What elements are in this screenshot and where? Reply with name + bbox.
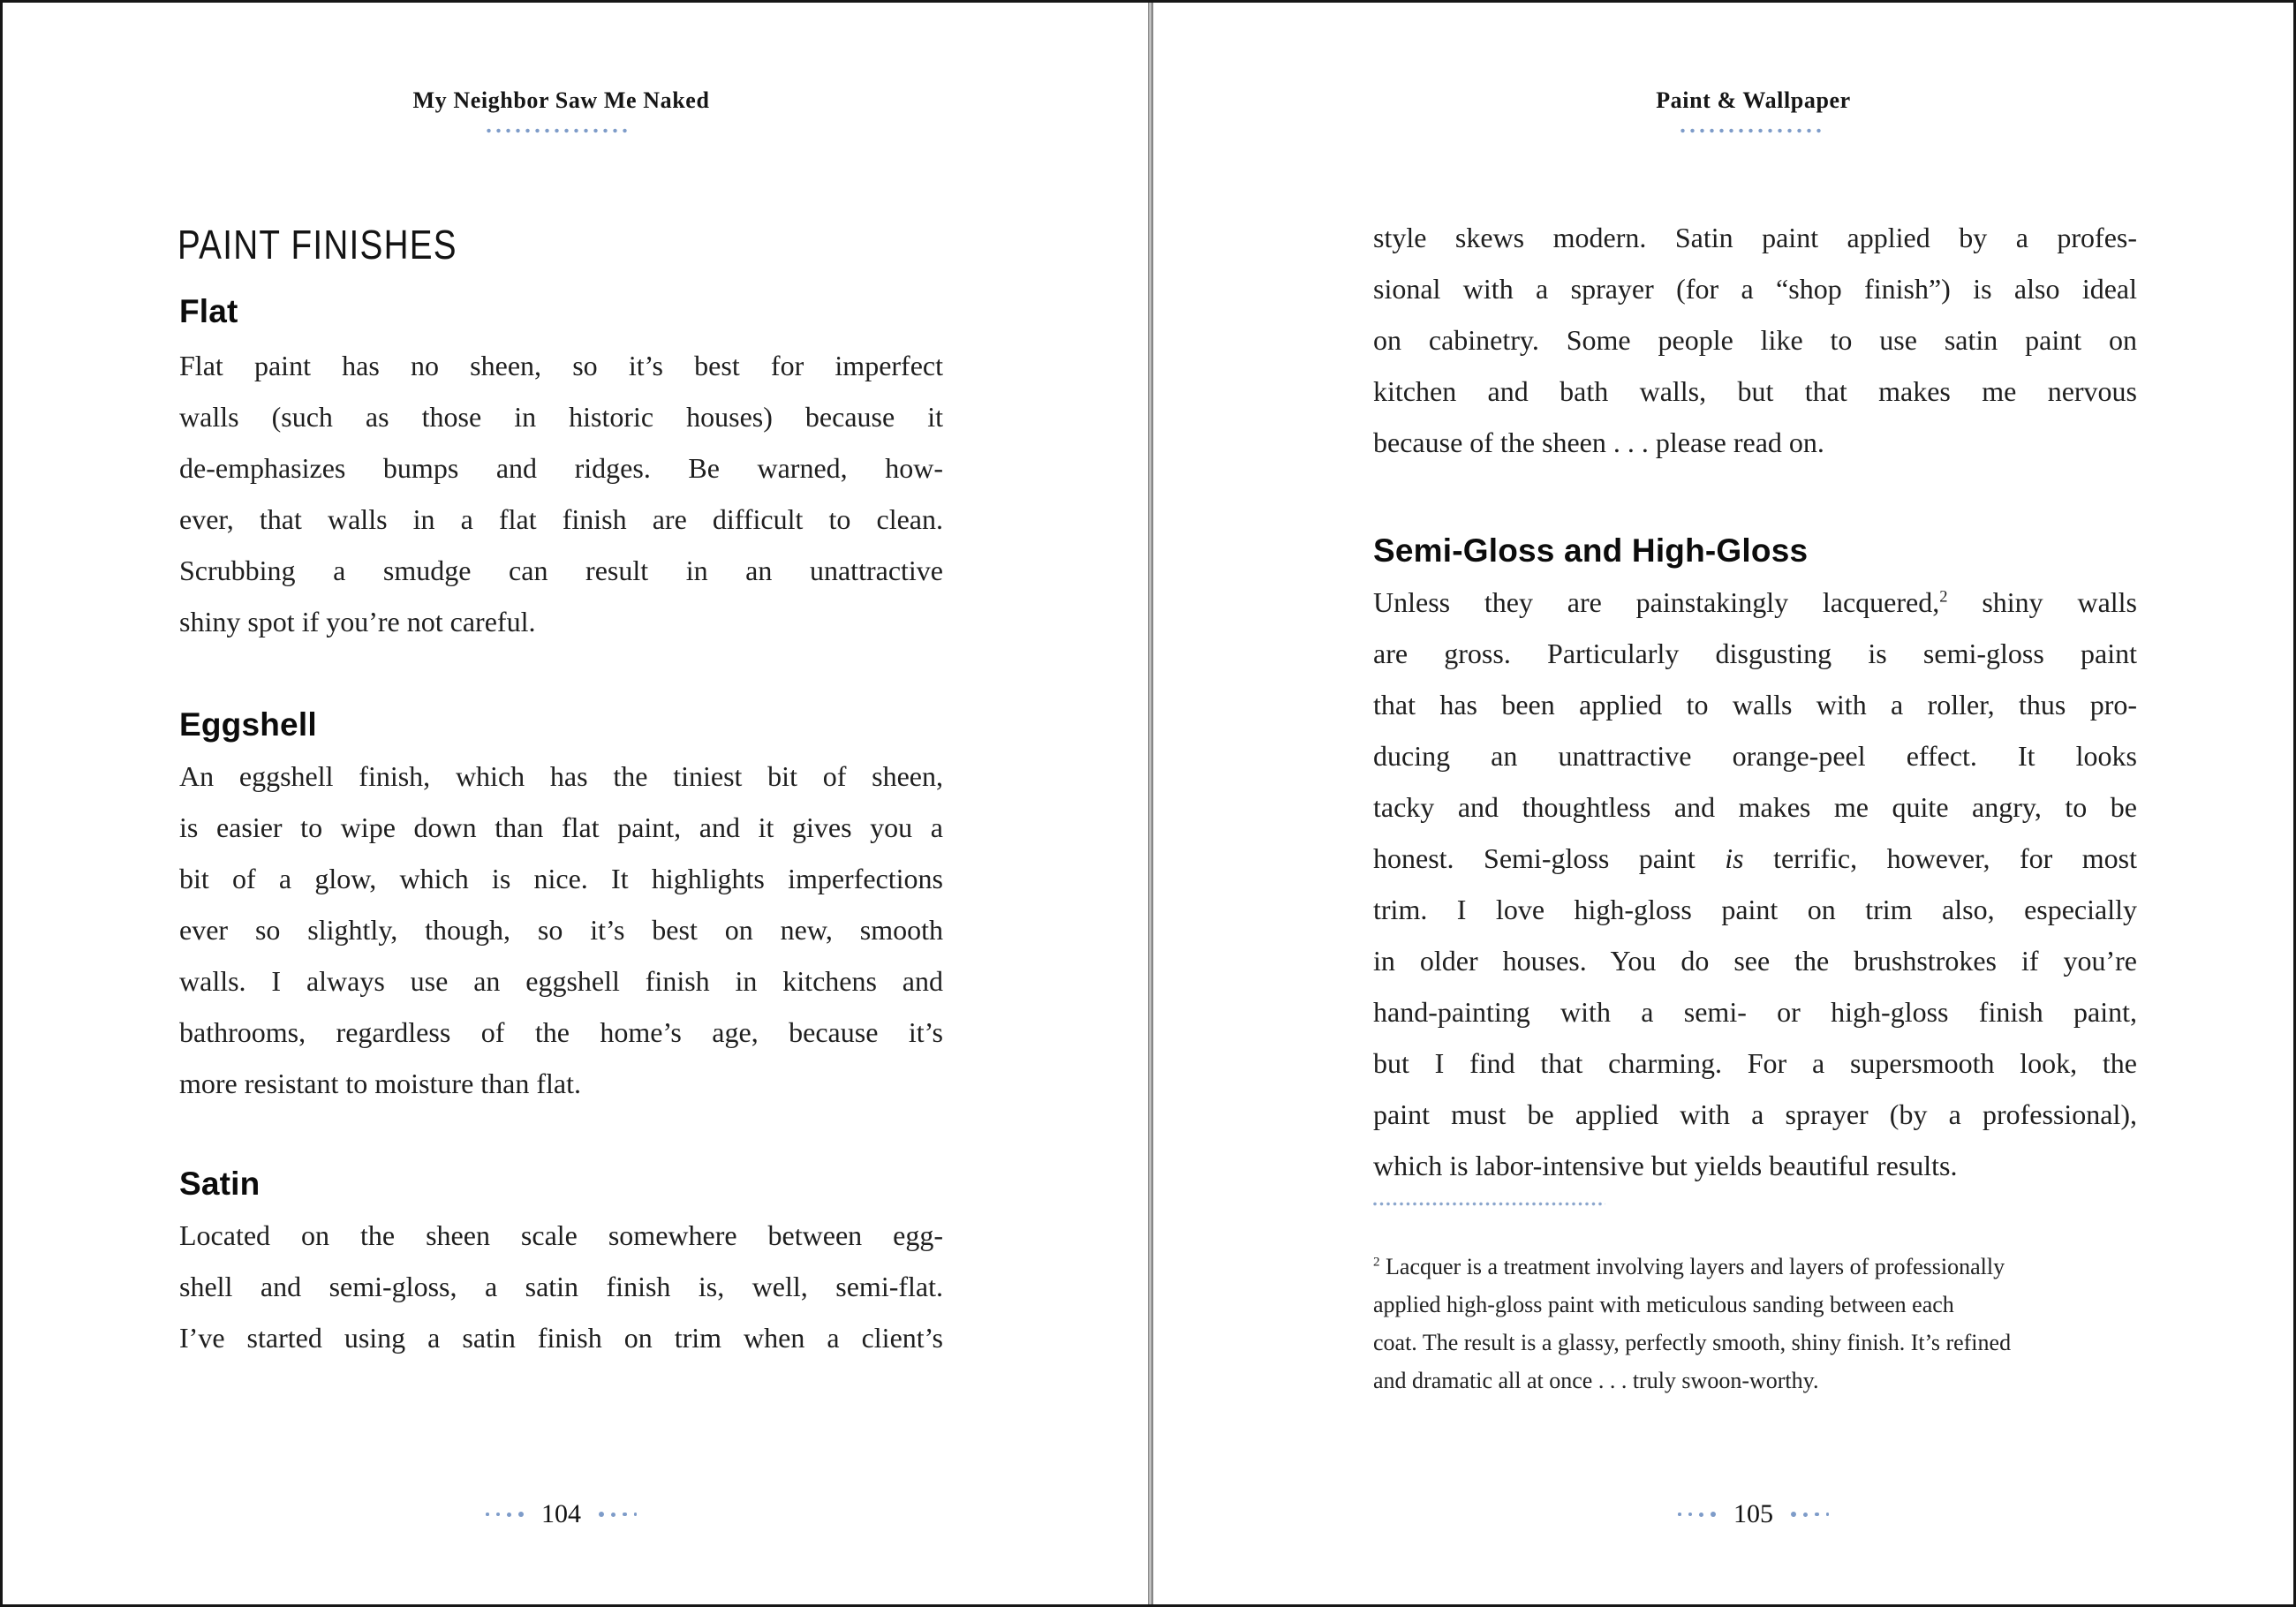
- page-gutter-divider: [1148, 3, 1153, 1607]
- paragraph-satin-continued: style skews modern. Satin paint applied by a profes- sional with a sprayer (for a “shop finish”) is also ideal on cabinetry. Some people like to use satin paint on kitchen and bath walls, but that makes me nervous because of the sheen . . . please read on.: [1373, 222, 2137, 458]
- paragraph-satin: Located on the sheen scale somewhere between egg- shell and semi-gloss, a satin finish is, well, semi-flat. I’ve started using a satin finish on trim when a client’s: [179, 1219, 943, 1354]
- left-folio: [179, 1498, 943, 1530]
- right-header-dotted-rule: [1680, 128, 1824, 133]
- footnote: $^2$ Lacquer is a treatment involving layers and layers of professionally applied high-gloss paint with meticulous sanding between each coat. The result is a glassy, perfectly smooth, shiny finish. It’s refined and dramatic all at once . . . truly swoon-worthy.: [1373, 1254, 2012, 1393]
- subheading-satin: Satin: [179, 1166, 261, 1202]
- paragraph-semigloss: Unless they are painstakingly lacquered,$^2$ shiny walls are gross. Particularly disgusting is semi-gloss paint that has been applied to walls with a roller, thus pro- ducing an unattractive orange-peel effect. It looks tacky and thoughtless and makes me quite angry, to be honest. Semi-gloss paint is terrific, however, for most trim. I love high-gloss paint on trim also, especially in older houses. You do see the brushstrokes if you’re hand-painting with a semi- or high-gloss finish paint, but I find that charming. For a supersmooth look, the paint must be applied with a sprayer (by a professional), which is labor-intensive but yields beautiful results.: [1373, 586, 2138, 1181]
- left-running-header: My Neighbor Saw Me Naked: [412, 87, 710, 113]
- folio-dots-right-icon: [595, 1512, 640, 1517]
- subheading-eggshell: Eggshell: [179, 706, 317, 743]
- section-title: PAINT FINISHES: [177, 222, 457, 268]
- folio-dots-left-icon: [482, 1512, 527, 1517]
- paragraph-flat: Flat paint has no sheen, so it’s best for imperfect walls (such as those in historic houses) because it de-emphasizes bumps and ridges. Be warned, how- ever, that walls in a flat finish are difficult to clean. Scrubbing a smudge can result in an unattractive shiny spot if you’re not careful.: [179, 350, 943, 638]
- footnote-separator: [1373, 1202, 1605, 1206]
- left-header-dotted-rule: [487, 128, 631, 133]
- folio-dots-left-icon: [1674, 1512, 1719, 1517]
- folio-dots-right-icon: [1787, 1512, 1832, 1517]
- subheading-semigloss: Semi-Gloss and High-Gloss: [1373, 532, 1809, 569]
- paragraph-eggshell: An eggshell finish, which has the tiniest bit of sheen, is easier to wipe down than flat paint, and it gives you a bit of a glow, which is nice. It highlights imperfections ever so slightly, though, so it’s best on new, smooth walls. I always use an eggshell finish in kitchens and bathrooms, regardless of the home’s age, because it’s more resistant to moisture than flat.: [179, 760, 943, 1099]
- left-page-number: 104: [541, 1499, 581, 1528]
- right-folio: [1371, 1498, 2135, 1530]
- subheading-flat: Flat: [179, 293, 238, 329]
- right-page-number: 105: [1733, 1499, 1773, 1528]
- right-running-header: Paint & Wallpaper: [1656, 87, 1851, 113]
